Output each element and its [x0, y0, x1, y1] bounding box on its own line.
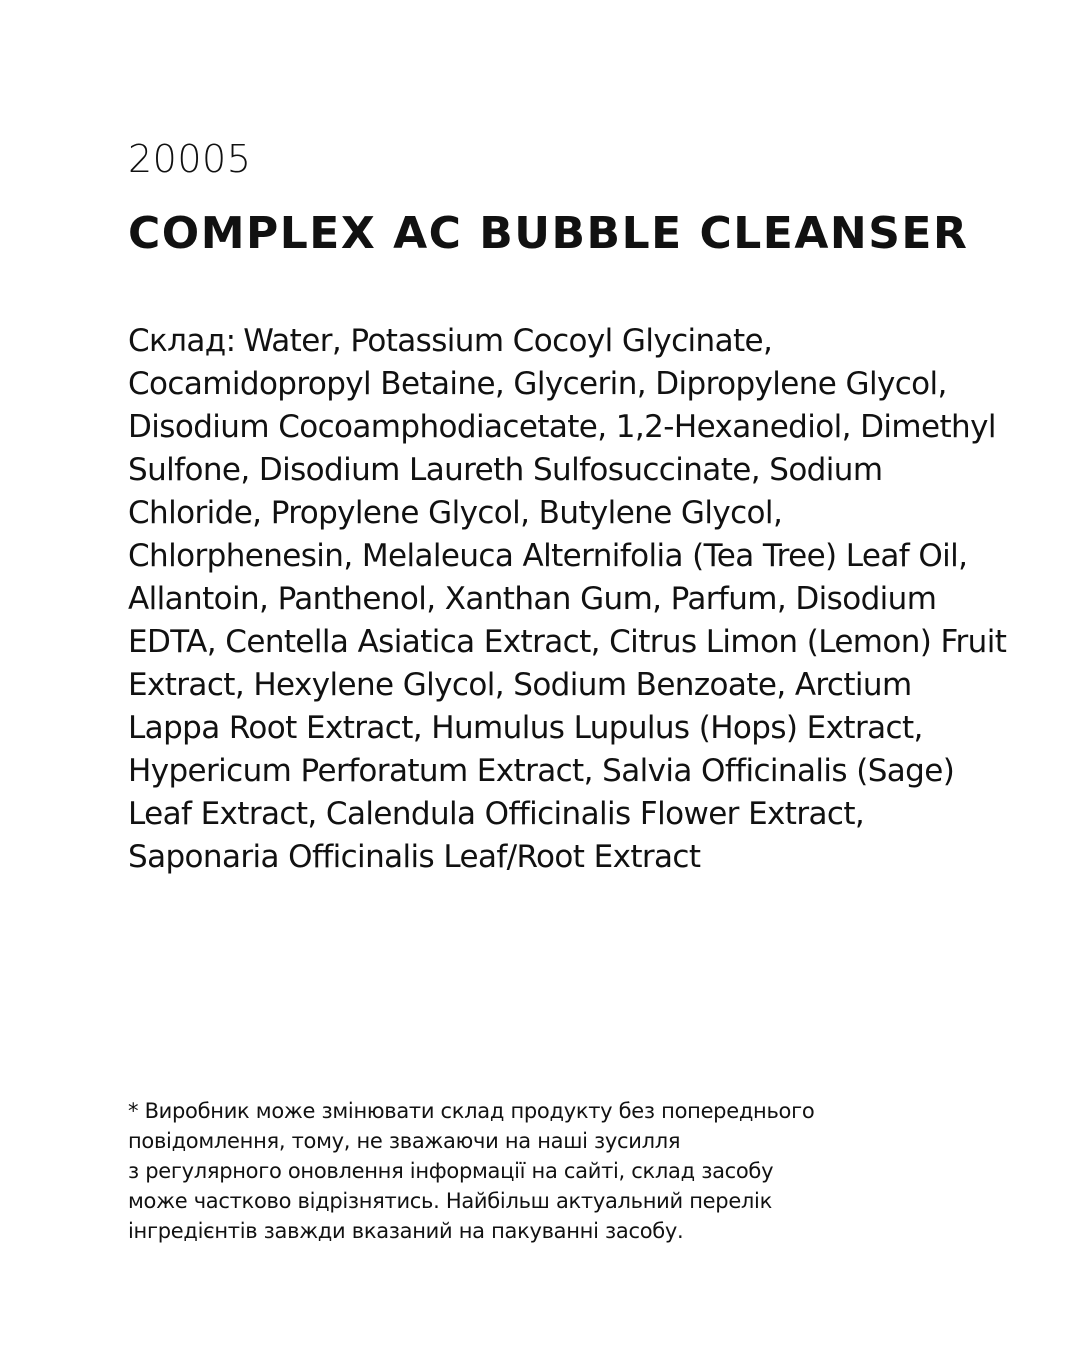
disclaimer-line: інгредієнтів завжди вказаний на пакуванні засобу.	[128, 1219, 684, 1243]
disclaimer-line: може частково відрізнятись. Найбільш актуальний перелік	[128, 1189, 772, 1213]
product-sku: 20005	[128, 137, 252, 181]
ingredients-block	[128, 320, 1008, 879]
ingredients-label: Склад:	[128, 323, 236, 359]
disclaimer-line: з регулярного оновлення інформації на сайті, склад засобу	[128, 1159, 774, 1183]
ingredients-list: Water, Potassium Cocoyl Glycinate, Cocamidopropyl Betaine, Glycerin, Dipropylene Glycol, Disodium Cocoamphodiacetate, 1,2-Hexanediol, Dimethyl Sulfone, Disodium Laureth Sulfosuccinate, Sodium Chloride, Propylene Glycol, Butylene Glycol, Chlorphenesin, Melaleuca Alternifolia (Tea Tree) Leaf Oil, Allantoin, Panthenol, Xanthan Gum, Parfum, Disodium EDTA, Centella Asiatica Extract, Citrus Limon (Lemon) Fruit Extract, Hexylene Glycol, Sodium Benzoate, Arctium Lappa Root Extract, Humulus Lupulus (Hops) Extract, Hypericum Perforatum Extract, Salvia Officinalis (Sage) Leaf Extract, Calendula Officinalis Flower Extract, Saponaria Officinalis Leaf/Root Extract	[128, 323, 1007, 875]
product-title: COMPLEX AC BUBBLE CLEANSER	[128, 208, 969, 259]
disclaimer-line: * Виробник може змінювати склад продукту без попереднього	[128, 1099, 815, 1123]
disclaimer-note	[128, 1096, 988, 1246]
disclaimer-line: повідомлення, тому, не зважаючи на наші зусилля	[128, 1129, 681, 1153]
